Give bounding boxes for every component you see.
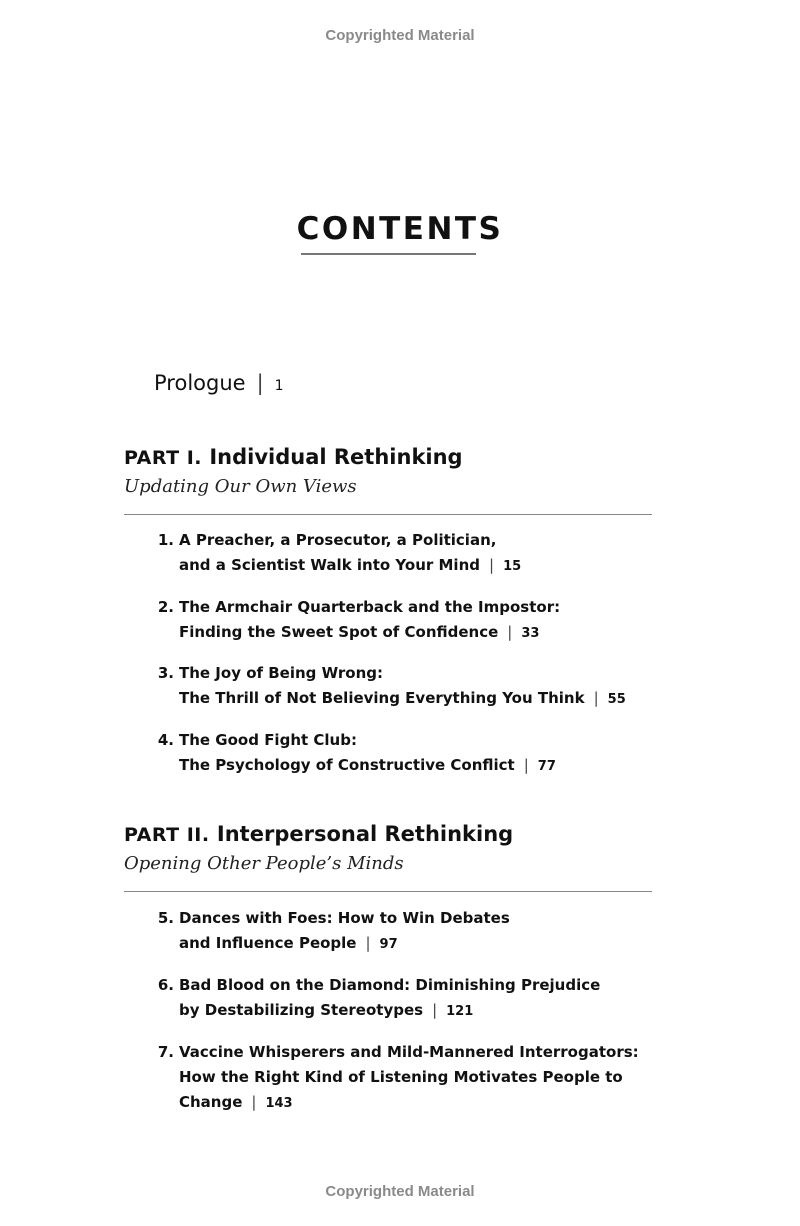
copyright-watermark-bottom: Copyrighted Material	[325, 1183, 475, 1200]
title-underline	[301, 253, 476, 255]
part-label: PART I.	[124, 447, 203, 469]
part-divider	[124, 891, 652, 892]
part-subtitle: Updating Our Own Views	[124, 476, 357, 497]
chapter-number: 6.	[157, 976, 174, 994]
part-subtitle: Opening Other People’s Minds	[124, 853, 404, 874]
part-2-header	[124, 820, 652, 877]
chapter-title-line: Dances with Foes: How to Win Debates	[179, 909, 510, 927]
separator: |	[507, 623, 513, 641]
chapter-number: 3.	[157, 664, 174, 682]
part-title	[124, 443, 652, 472]
page-number: 33	[521, 626, 540, 641]
toc-entry-chapter[interactable]	[156, 661, 636, 712]
page-number: 55	[607, 692, 626, 707]
chapter-title-line: Vaccine Whisperers and Mild-Mannered Interrogators:	[179, 1043, 639, 1061]
chapter-title-line: The Joy of Being Wrong:	[179, 664, 384, 682]
chapter-title-line: A Preacher, a Prosecutor, a Politician,	[179, 531, 497, 549]
chapter-title-line: and Influence People	[179, 934, 357, 952]
toc-entry-chapter[interactable]	[156, 528, 636, 579]
prologue-label: Prologue	[154, 371, 246, 395]
separator: |	[256, 371, 264, 395]
page-number: 1	[274, 378, 284, 394]
chapter-number: 1.	[157, 531, 174, 549]
toc-entry-chapter[interactable]	[156, 906, 636, 957]
separator: |	[432, 1001, 438, 1019]
part-title	[124, 820, 652, 849]
toc-entry-chapter[interactable]	[156, 1040, 639, 1116]
separator: |	[489, 556, 495, 574]
part-name: Interpersonal Rethinking	[216, 822, 514, 846]
toc-entry-chapter[interactable]	[156, 973, 636, 1024]
toc-entry-chapter[interactable]	[156, 728, 636, 779]
part-1-header	[124, 443, 652, 500]
part-label: PART II.	[124, 824, 210, 846]
chapter-title-line: Finding the Sweet Spot of Confidence	[179, 623, 499, 641]
chapter-title-line: by Destabilizing Stereotypes	[179, 1001, 424, 1019]
chapter-number: 5.	[157, 909, 174, 927]
chapter-title-line: and a Scientist Walk into Your Mind	[179, 556, 480, 574]
copyright-watermark-top: Copyrighted Material	[325, 27, 475, 44]
separator: |	[365, 934, 371, 952]
page-number: 15	[503, 559, 522, 574]
chapter-title-line: How the Right Kind of Listening Motivates People to	[179, 1068, 623, 1086]
toc-entry-chapter[interactable]	[156, 595, 636, 646]
chapter-title-line: The Psychology of Constructive Conflict	[179, 756, 515, 774]
separator: |	[251, 1093, 257, 1111]
page-number: 121	[446, 1004, 474, 1019]
separator: |	[523, 756, 529, 774]
chapter-title-line: The Armchair Quarterback and the Impostor:	[179, 598, 561, 616]
page-number: 77	[537, 759, 556, 774]
chapter-title-line: The Thrill of Not Believing Everything You Think	[179, 689, 585, 707]
chapter-number: 4.	[157, 731, 174, 749]
chapter-title-line: The Good Fight Club:	[179, 731, 357, 749]
page-number: 97	[379, 937, 398, 952]
chapter-number: 7.	[157, 1043, 174, 1061]
chapter-number: 2.	[157, 598, 174, 616]
separator: |	[593, 689, 599, 707]
part-divider	[124, 514, 652, 515]
chapter-title-line: Change	[179, 1093, 243, 1111]
toc-entry-prologue[interactable]	[154, 371, 284, 395]
page-number: 143	[265, 1096, 293, 1111]
chapter-title-line: Bad Blood on the Diamond: Diminishing Prejudice	[179, 976, 601, 994]
part-name: Individual Rethinking	[209, 445, 463, 469]
page-title: CONTENTS	[296, 211, 504, 247]
